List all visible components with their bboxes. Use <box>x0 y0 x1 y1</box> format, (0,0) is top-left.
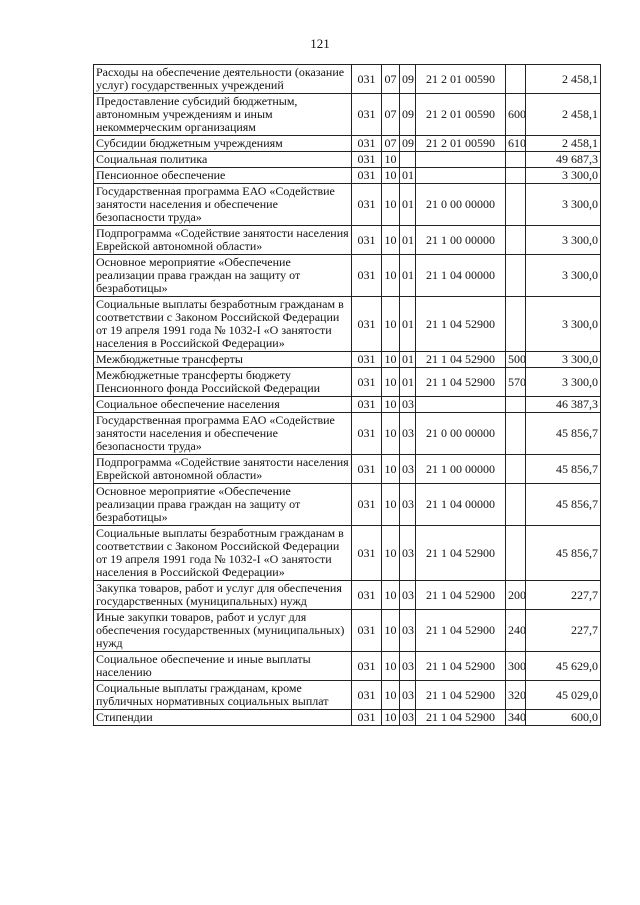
row-target-article-code: 21 2 01 00590 <box>416 94 506 136</box>
table-row <box>94 681 601 710</box>
row-name: Социальное обеспечение и иные выплаты населению <box>94 652 352 681</box>
row-expense-type-code <box>506 152 526 168</box>
row-target-article-code: 21 1 04 52900 <box>416 610 506 652</box>
row-amount: 3 300,0 <box>526 255 601 297</box>
row-expense-type-code <box>506 397 526 413</box>
row-name: Социальные выплаты безработным гражданам в соответствии с Законом Российской Федерации от 19 апреля 1991 года № 1032-I «О занятости населения в Российской Федерации» <box>94 526 352 581</box>
row-grbs-code: 031 <box>352 484 382 526</box>
row-name: Подпрограмма «Содействие занятости населения Еврейской автономной области» <box>94 226 352 255</box>
row-grbs-code: 031 <box>352 455 382 484</box>
row-amount: 3 300,0 <box>526 297 601 352</box>
row-subsection-code: 01 <box>400 184 416 226</box>
row-amount: 45 856,7 <box>526 526 601 581</box>
row-target-article-code <box>416 152 506 168</box>
row-grbs-code: 031 <box>352 681 382 710</box>
table-row <box>94 65 601 94</box>
row-expense-type-code <box>506 297 526 352</box>
row-subsection-code: 03 <box>400 484 416 526</box>
row-subsection-code <box>400 152 416 168</box>
row-grbs-code: 031 <box>352 413 382 455</box>
table-row <box>94 455 601 484</box>
table-row <box>94 526 601 581</box>
row-grbs-code: 031 <box>352 152 382 168</box>
row-subsection-code: 03 <box>400 413 416 455</box>
table-row <box>94 710 601 726</box>
row-section-code: 10 <box>382 581 400 610</box>
row-section-code: 10 <box>382 255 400 297</box>
table-row <box>94 226 601 255</box>
row-section-code: 10 <box>382 297 400 352</box>
row-name: Закупка товаров, работ и услуг для обеспечения государственных (муниципальных) нужд <box>94 581 352 610</box>
row-expense-type-code: 600 <box>506 94 526 136</box>
row-name: Государственная программа ЕАО «Содействие занятости населения и обеспечение безопасности труда» <box>94 413 352 455</box>
row-amount: 45 856,7 <box>526 484 601 526</box>
row-name: Государственная программа ЕАО «Содействие занятости населения и обеспечение безопасности труда» <box>94 184 352 226</box>
row-target-article-code: 21 1 04 00000 <box>416 255 506 297</box>
row-amount: 3 300,0 <box>526 184 601 226</box>
row-amount: 3 300,0 <box>526 226 601 255</box>
row-expense-type-code <box>506 455 526 484</box>
row-target-article-code: 21 1 04 52900 <box>416 368 506 397</box>
row-grbs-code: 031 <box>352 255 382 297</box>
row-expense-type-code <box>506 184 526 226</box>
table-row <box>94 397 601 413</box>
table-row <box>94 413 601 455</box>
row-amount: 2 458,1 <box>526 65 601 94</box>
row-subsection-code: 09 <box>400 136 416 152</box>
row-expense-type-code: 240 <box>506 610 526 652</box>
row-grbs-code: 031 <box>352 610 382 652</box>
row-subsection-code: 01 <box>400 255 416 297</box>
row-section-code: 10 <box>382 484 400 526</box>
row-section-code: 10 <box>382 652 400 681</box>
row-target-article-code: 21 1 04 52900 <box>416 581 506 610</box>
row-target-article-code: 21 2 01 00590 <box>416 136 506 152</box>
row-section-code: 10 <box>382 610 400 652</box>
row-name: Стипендии <box>94 710 352 726</box>
row-grbs-code: 031 <box>352 368 382 397</box>
row-amount: 45 856,7 <box>526 455 601 484</box>
page-number: 121 <box>310 36 330 51</box>
row-amount: 2 458,1 <box>526 136 601 152</box>
row-subsection-code: 03 <box>400 581 416 610</box>
row-expense-type-code: 500 <box>506 352 526 368</box>
row-name: Межбюджетные трансферты бюджету Пенсионного фонда Российской Федерации <box>94 368 352 397</box>
table-row <box>94 484 601 526</box>
row-name: Основное мероприятие «Обеспечение реализации права граждан на защиту от безработицы» <box>94 255 352 297</box>
table-row <box>94 297 601 352</box>
row-name: Социальное обеспечение населения <box>94 397 352 413</box>
row-amount: 227,7 <box>526 610 601 652</box>
row-grbs-code: 031 <box>352 397 382 413</box>
row-section-code: 10 <box>382 413 400 455</box>
row-amount: 46 387,3 <box>526 397 601 413</box>
row-subsection-code: 01 <box>400 168 416 184</box>
row-grbs-code: 031 <box>352 526 382 581</box>
row-target-article-code: 21 0 00 00000 <box>416 413 506 455</box>
row-expense-type-code: 200 <box>506 581 526 610</box>
row-grbs-code: 031 <box>352 65 382 94</box>
row-grbs-code: 031 <box>352 136 382 152</box>
row-subsection-code: 03 <box>400 397 416 413</box>
row-target-article-code: 21 1 04 52900 <box>416 297 506 352</box>
table-row <box>94 610 601 652</box>
row-name: Субсидии бюджетным учреждениям <box>94 136 352 152</box>
row-expense-type-code <box>506 255 526 297</box>
row-target-article-code <box>416 168 506 184</box>
row-target-article-code: 21 1 00 00000 <box>416 455 506 484</box>
row-expense-type-code: 570 <box>506 368 526 397</box>
row-section-code: 07 <box>382 65 400 94</box>
table-row <box>94 136 601 152</box>
row-amount: 45 029,0 <box>526 681 601 710</box>
row-target-article-code: 21 1 00 00000 <box>416 226 506 255</box>
row-name: Предоставление субсидий бюджетным, автономным учреждениям и иным некоммерческим организациям <box>94 94 352 136</box>
row-grbs-code: 031 <box>352 297 382 352</box>
row-section-code: 07 <box>382 94 400 136</box>
row-amount: 3 300,0 <box>526 168 601 184</box>
table-row <box>94 368 601 397</box>
row-amount: 45 856,7 <box>526 413 601 455</box>
row-amount: 45 629,0 <box>526 652 601 681</box>
row-amount: 3 300,0 <box>526 368 601 397</box>
table-row <box>94 255 601 297</box>
row-grbs-code: 031 <box>352 710 382 726</box>
row-section-code: 10 <box>382 152 400 168</box>
row-name: Подпрограмма «Содействие занятости населения Еврейской автономной области» <box>94 455 352 484</box>
row-subsection-code: 09 <box>400 65 416 94</box>
row-name: Расходы на обеспечение деятельности (оказание услуг) государственных учреждений <box>94 65 352 94</box>
row-target-article-code: 21 1 04 52900 <box>416 352 506 368</box>
row-section-code: 07 <box>382 136 400 152</box>
row-name: Социальная политика <box>94 152 352 168</box>
row-section-code: 10 <box>382 226 400 255</box>
row-subsection-code: 03 <box>400 652 416 681</box>
row-name: Социальные выплаты гражданам, кроме публичных нормативных социальных выплат <box>94 681 352 710</box>
row-subsection-code: 03 <box>400 710 416 726</box>
row-subsection-code: 01 <box>400 297 416 352</box>
row-amount: 600,0 <box>526 710 601 726</box>
row-grbs-code: 031 <box>352 184 382 226</box>
table-row <box>94 184 601 226</box>
row-grbs-code: 031 <box>352 581 382 610</box>
row-section-code: 10 <box>382 397 400 413</box>
row-target-article-code: 21 1 04 00000 <box>416 484 506 526</box>
table-row <box>94 352 601 368</box>
row-grbs-code: 031 <box>352 652 382 681</box>
row-target-article-code: 21 1 04 52900 <box>416 526 506 581</box>
row-grbs-code: 031 <box>352 352 382 368</box>
row-subsection-code: 03 <box>400 455 416 484</box>
row-section-code: 10 <box>382 168 400 184</box>
table-row <box>94 152 601 168</box>
row-name: Основное мероприятие «Обеспечение реализации права граждан на защиту от безработицы» <box>94 484 352 526</box>
row-subsection-code: 03 <box>400 610 416 652</box>
row-section-code: 10 <box>382 710 400 726</box>
row-grbs-code: 031 <box>352 94 382 136</box>
row-amount: 3 300,0 <box>526 352 601 368</box>
row-name: Пенсионное обеспечение <box>94 168 352 184</box>
table-row <box>94 94 601 136</box>
row-target-article-code: 21 0 00 00000 <box>416 184 506 226</box>
row-amount: 227,7 <box>526 581 601 610</box>
row-expense-type-code <box>506 413 526 455</box>
row-expense-type-code: 320 <box>506 681 526 710</box>
table-row <box>94 168 601 184</box>
row-section-code: 10 <box>382 184 400 226</box>
budget-table <box>93 64 601 726</box>
row-section-code: 10 <box>382 352 400 368</box>
row-name: Иные закупки товаров, работ и услуг для обеспечения государственных (муниципальных) нужд <box>94 610 352 652</box>
row-expense-type-code: 300 <box>506 652 526 681</box>
row-name: Социальные выплаты безработным гражданам в соответствии с Законом Российской Федерации от 19 апреля 1991 года № 1032-I «О занятости населения в Российской Федерации» <box>94 297 352 352</box>
row-subsection-code: 09 <box>400 94 416 136</box>
row-name: Межбюджетные трансферты <box>94 352 352 368</box>
row-subsection-code: 03 <box>400 526 416 581</box>
row-expense-type-code: 610 <box>506 136 526 152</box>
row-expense-type-code: 340 <box>506 710 526 726</box>
row-grbs-code: 031 <box>352 226 382 255</box>
row-subsection-code: 01 <box>400 352 416 368</box>
row-section-code: 10 <box>382 526 400 581</box>
row-section-code: 10 <box>382 368 400 397</box>
row-target-article-code: 21 1 04 52900 <box>416 681 506 710</box>
budget-table-body <box>94 65 601 726</box>
row-expense-type-code <box>506 226 526 255</box>
row-section-code: 10 <box>382 455 400 484</box>
row-target-article-code <box>416 397 506 413</box>
row-amount: 2 458,1 <box>526 94 601 136</box>
table-row <box>94 652 601 681</box>
row-target-article-code: 21 1 04 52900 <box>416 710 506 726</box>
row-amount: 49 687,3 <box>526 152 601 168</box>
table-row <box>94 581 601 610</box>
row-expense-type-code <box>506 168 526 184</box>
row-target-article-code: 21 2 01 00590 <box>416 65 506 94</box>
row-expense-type-code <box>506 65 526 94</box>
row-grbs-code: 031 <box>352 168 382 184</box>
row-expense-type-code <box>506 484 526 526</box>
row-expense-type-code <box>506 526 526 581</box>
row-subsection-code: 01 <box>400 226 416 255</box>
row-subsection-code: 03 <box>400 681 416 710</box>
row-target-article-code: 21 1 04 52900 <box>416 652 506 681</box>
row-section-code: 10 <box>382 681 400 710</box>
row-subsection-code: 01 <box>400 368 416 397</box>
